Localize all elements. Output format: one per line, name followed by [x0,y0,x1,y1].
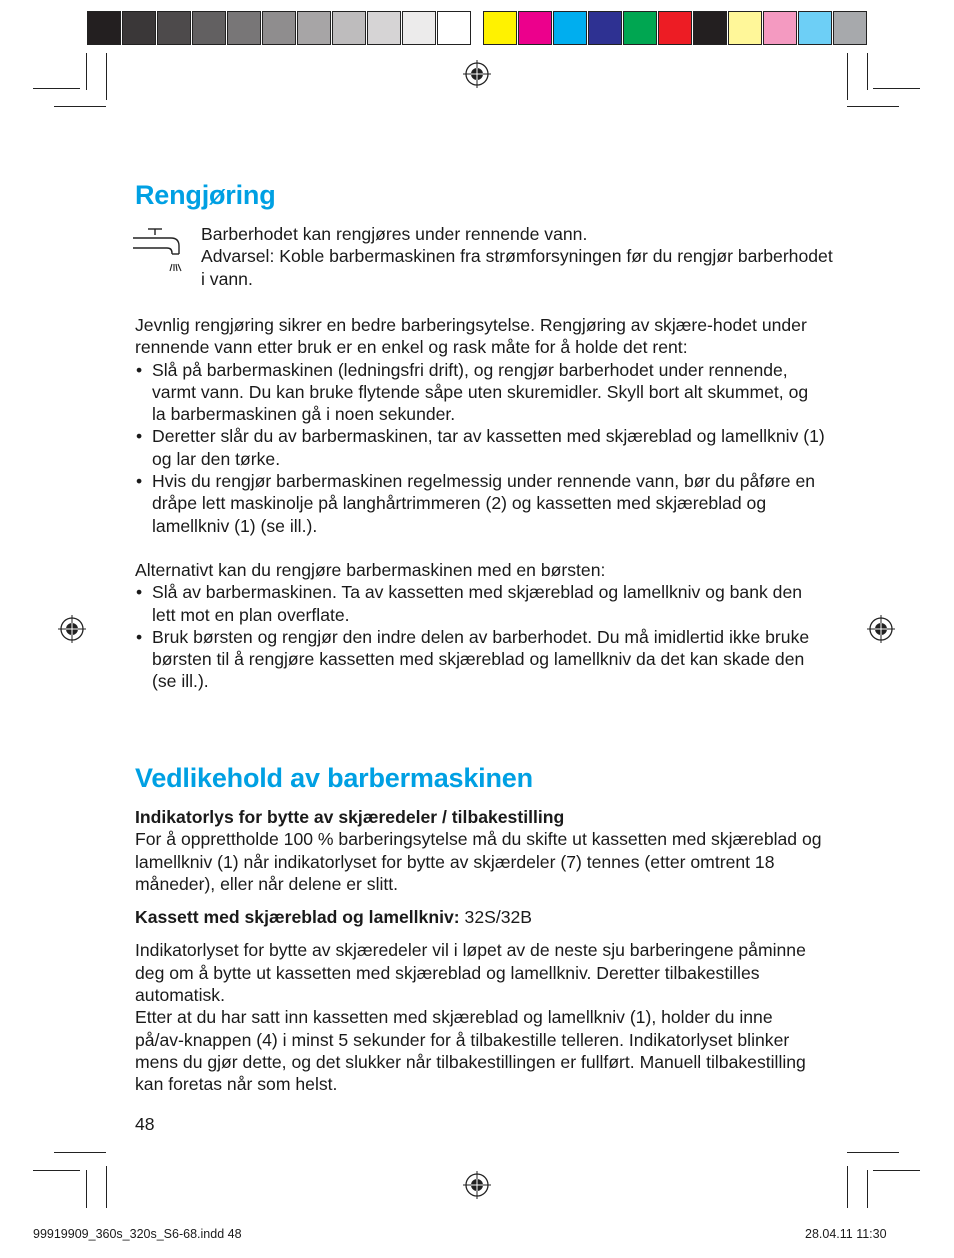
cassette-spec [135,906,825,928]
crop-mark [54,106,106,107]
subheading: Indikatorlys for bytte av skjæredeler / tilbakestilling [135,807,565,827]
bullet-list [135,359,825,537]
warning-line: Advarsel: Koble barbermaskinen fra strømforsyningen før du rengjør barberhodet i vann. [201,246,833,289]
cleaning-intro [201,223,841,290]
color-swatch [693,11,727,45]
crop-mark [106,53,107,100]
color-swatch [122,11,156,45]
process-color-bar [483,11,868,47]
color-swatch [332,11,366,45]
crop-mark [847,53,848,100]
color-swatch [588,11,622,45]
page-number: 48 [135,1114,155,1134]
cleaning-body [135,314,825,693]
list-item: • Hvis du rengjør barbermaskinen regelmessig under rennende vann, bør du påføre en dråpe lett maskinolje på langhårtrimmeren (2) og kassetten med skjæreblad og lamellkniv (1) (se ill.). [135,470,825,537]
color-swatch [518,11,552,45]
color-swatch [483,11,517,45]
paragraph: Indikatorlyset for bytte av skjæredeler vil i løpet av de neste sju barberingene påminne deg om å bytte ut kassetten med skjæreblad og lamellkniv. Deretter tilbakestilles automatisk. [135,940,806,1006]
color-swatch [437,11,471,45]
crop-mark [33,1170,80,1171]
cassette-label: Kassett med skjæreblad og lamellkniv: [135,907,460,928]
color-swatch [157,11,191,45]
crop-mark [873,1170,920,1171]
crop-mark [86,53,87,90]
paragraph: Etter at du har satt inn kassetten med skjæreblad og lamellkniv (1), holder du inne på/av-knappen (4) i minst 5 sekunder for å tilbakestille telleren. Indikatorlyset blinker mens du gjør dette, og det slukker når tilbakestillingen er fullført. Manuell tilbakestilling kan foretas når som helst. [135,1007,806,1095]
list-item: • Slå av barbermaskinen. Ta av kassetten med skjæreblad og lamellkniv og bank den lett mot en plan overflate. [135,581,825,626]
list-item: • Slå på barbermaskinen (ledningsfri drift), og rengjør barberhodet under rennende, varmt vann. Du kan bruke flytende såpe uten skuremidler. Skyll bort alt skummet, og la barbermaskinen gå i noen sekunder. [135,359,825,426]
color-swatch [623,11,657,45]
color-swatch [367,11,401,45]
crop-mark [847,1166,848,1208]
crop-mark [867,53,868,90]
list-item: • Deretter slår du av barbermaskinen, tar av kassetten med skjæreblad og lamellkniv (1) og lar den tørke. [135,425,825,470]
color-swatch [553,11,587,45]
maintenance-body [135,806,825,1096]
color-swatch [658,11,692,45]
registration-mark-icon [57,614,87,644]
color-swatch [87,11,121,45]
color-swatch [833,11,867,45]
paragraph: Alternativt kan du rengjøre barbermaskinen med en børsten: [135,559,606,580]
crop-mark [873,88,920,89]
cassette-value: 32S/32B [459,907,533,928]
gray-color-bar [87,11,472,47]
color-swatch [728,11,762,45]
faucet-icon [133,225,188,277]
bullet-list [135,581,825,692]
intro-line: Barberhodet kan rengjøres under rennende vann. [201,224,588,244]
paragraph: For å opprettholde 100 % barberingsytelse må du skifte ut kassetten med skjæreblad og lamellkniv (1) når indikatorlyset for bytte av skjærdeler (7) tennes (etter omtrent 18 måneder), eller når delene er slitt. [135,829,822,894]
section-title-cleaning: Rengjøring [135,180,276,210]
registration-mark-icon [462,1170,492,1200]
crop-mark [847,1152,899,1153]
crop-mark [54,1152,106,1153]
color-swatch [262,11,296,45]
registration-mark-icon [462,59,492,89]
crop-mark [33,88,80,89]
paragraph: Jevnlig rengjøring sikrer en bedre barberingsytelse. Rengjøring av skjære-hodet under rennende vann etter bruk er en enkel og rask måte for å holde det rent: [135,315,807,358]
color-swatch [297,11,331,45]
list-item: • Bruk børsten og rengjør den indre delen av barberhodet. Du må imidlertid ikke bruke børsten til å rengjøre kassetten med skjæreblad og lamellkniv da det kan skade den (se ill.). [135,626,825,693]
crop-mark [106,1166,107,1208]
crop-mark [867,1170,868,1208]
section-title-maintenance: Vedlikehold av barbermaskinen [135,763,533,793]
registration-mark-icon [866,614,896,644]
color-swatch [192,11,226,45]
footer-filename: 99919909_360s_320s_S6-68.indd 48 [33,1227,242,1241]
crop-mark [847,106,899,107]
color-swatch [798,11,832,45]
footer-date: 28.04.11 11:30 [805,1227,887,1241]
crop-mark [86,1170,87,1208]
color-swatch [227,11,261,45]
color-swatch [763,11,797,45]
color-swatch [402,11,436,45]
